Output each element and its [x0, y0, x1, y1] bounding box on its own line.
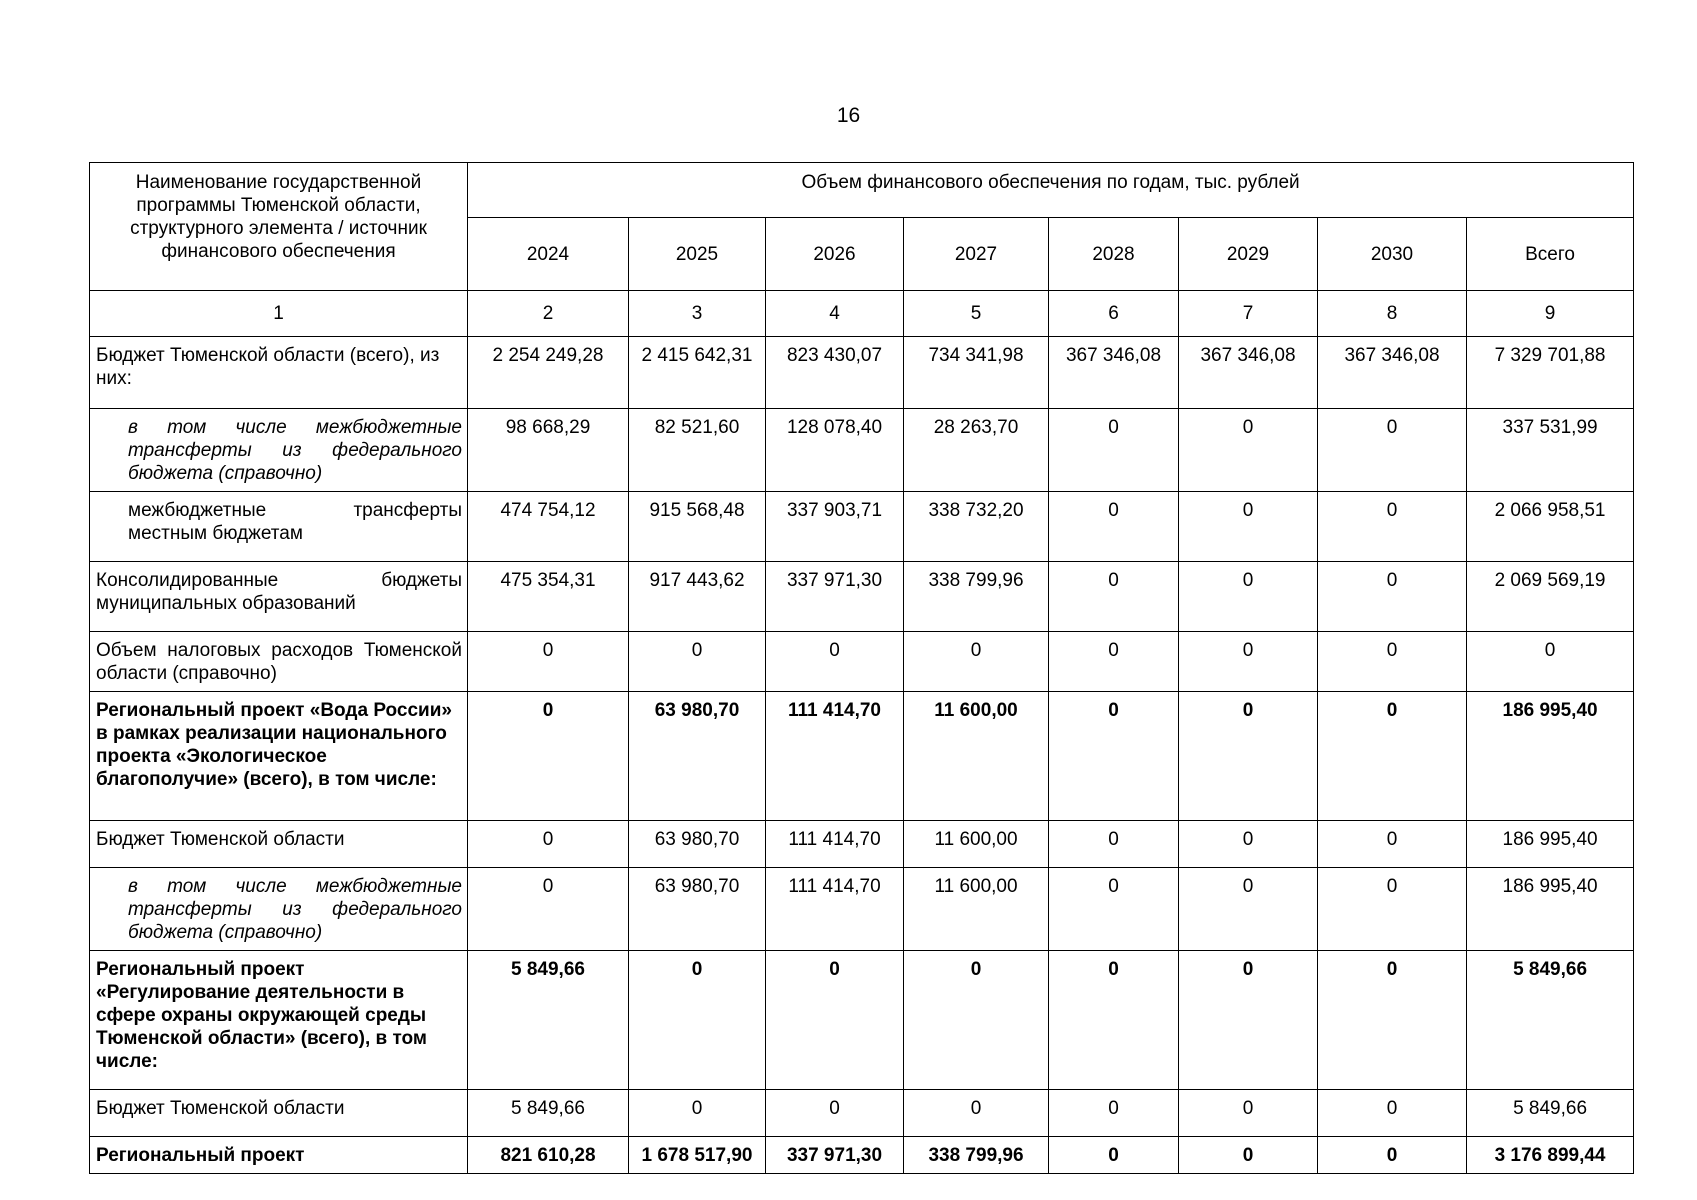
- cell-value: 475 354,31: [468, 562, 629, 632]
- column-number: 4: [766, 291, 904, 337]
- cell-value: 0: [1049, 562, 1179, 632]
- cell-value: 5 849,66: [468, 1090, 629, 1137]
- cell-value: 3 176 899,44: [1467, 1137, 1634, 1174]
- table-row: [90, 692, 1634, 821]
- cell-value: 63 980,70: [629, 821, 766, 868]
- cell-value: 111 414,70: [766, 821, 904, 868]
- cell-value: 63 980,70: [629, 868, 766, 951]
- row-label: в том числе межбюджетные трансферты из федерального бюджета (справочно): [90, 409, 468, 492]
- cell-value: 0: [1318, 868, 1467, 951]
- row-label: Региональный проект «Вода России» в рамках реализации национального проекта «Экологическое благополучие» (всего), в том числе:: [90, 692, 468, 821]
- row-label: Бюджет Тюменской области (всего), из них:: [90, 337, 468, 409]
- cell-value: 2 254 249,28: [468, 337, 629, 409]
- cell-value: 128 078,40: [766, 409, 904, 492]
- cell-value: 338 732,20: [904, 492, 1049, 562]
- cell-value: 0: [1049, 492, 1179, 562]
- cell-value: 337 903,71: [766, 492, 904, 562]
- row-label: Объем налоговых расходов Тюменской области (справочно): [90, 632, 468, 692]
- cell-value: 0: [1179, 409, 1318, 492]
- cell-value: 0: [766, 951, 904, 1090]
- cell-value: 0: [468, 632, 629, 692]
- cell-value: 0: [1318, 692, 1467, 821]
- header-year-2025: 2025: [629, 218, 766, 291]
- cell-value: 0: [468, 821, 629, 868]
- cell-value: 82 521,60: [629, 409, 766, 492]
- row-label: в том числе межбюджетные трансферты из федерального бюджета (справочно): [90, 868, 468, 951]
- cell-value: 0: [1049, 409, 1179, 492]
- cell-value: 98 668,29: [468, 409, 629, 492]
- cell-value: 5 849,66: [1467, 1090, 1634, 1137]
- cell-value: 0: [1179, 692, 1318, 821]
- cell-value: 0: [766, 632, 904, 692]
- cell-value: 0: [1318, 821, 1467, 868]
- cell-value: 0: [1049, 632, 1179, 692]
- cell-value: 0: [1318, 951, 1467, 1090]
- cell-value: 0: [468, 868, 629, 951]
- table-row: [90, 632, 1634, 692]
- cell-value: 0: [1179, 562, 1318, 632]
- row-label: Бюджет Тюменской области: [90, 821, 468, 868]
- cell-value: 0: [629, 1090, 766, 1137]
- cell-value: 186 995,40: [1467, 821, 1634, 868]
- table-row: [90, 951, 1634, 1090]
- cell-value: 0: [468, 692, 629, 821]
- header-name-column: Наименование государственной программы Тюменской области, структурного элемента / источник финансового обеспечения: [90, 163, 468, 291]
- table-row: [90, 492, 1634, 562]
- column-number: 1: [90, 291, 468, 337]
- row-label: Региональный проект: [90, 1137, 468, 1174]
- column-number: 5: [904, 291, 1049, 337]
- cell-value: 0: [1179, 1137, 1318, 1174]
- cell-value: 917 443,62: [629, 562, 766, 632]
- cell-value: 0: [904, 632, 1049, 692]
- cell-value: 337 971,30: [766, 562, 904, 632]
- cell-value: 0: [1179, 632, 1318, 692]
- cell-value: 0: [1049, 692, 1179, 821]
- column-number: 2: [468, 291, 629, 337]
- table-row: [90, 337, 1634, 409]
- table-row: [90, 1137, 1634, 1174]
- table-row: [90, 1090, 1634, 1137]
- header-year-2026: 2026: [766, 218, 904, 291]
- cell-value: 2 069 569,19: [1467, 562, 1634, 632]
- row-label: Консолидированные бюджеты муниципальных образований: [90, 562, 468, 632]
- row-label: межбюджетные трансферты местным бюджетам: [90, 492, 468, 562]
- cell-value: 915 568,48: [629, 492, 766, 562]
- cell-value: 0: [1179, 951, 1318, 1090]
- cell-value: 0: [1049, 868, 1179, 951]
- row-label: Региональный проект «Регулирование деятельности в сфере охраны окружающей среды Тюменской области» (всего), в том числе:: [90, 951, 468, 1090]
- header-year-2030: 2030: [1318, 218, 1467, 291]
- cell-value: 474 754,12: [468, 492, 629, 562]
- cell-value: 11 600,00: [904, 692, 1049, 821]
- cell-value: 63 980,70: [629, 692, 766, 821]
- row-label: Бюджет Тюменской области: [90, 1090, 468, 1137]
- header-total: Всего: [1467, 218, 1634, 291]
- cell-value: 367 346,08: [1179, 337, 1318, 409]
- cell-value: 0: [1179, 821, 1318, 868]
- cell-value: 0: [1049, 1137, 1179, 1174]
- cell-value: 0: [904, 1090, 1049, 1137]
- cell-value: 338 799,96: [904, 562, 1049, 632]
- table-row: [90, 821, 1634, 868]
- header-volume-title: Объем финансового обеспечения по годам, тыс. рублей: [468, 163, 1634, 218]
- cell-value: 28 263,70: [904, 409, 1049, 492]
- cell-value: 0: [1049, 951, 1179, 1090]
- cell-value: 0: [1318, 1090, 1467, 1137]
- cell-value: 11 600,00: [904, 868, 1049, 951]
- cell-value: 0: [1179, 1090, 1318, 1137]
- cell-value: 734 341,98: [904, 337, 1049, 409]
- column-number: 9: [1467, 291, 1634, 337]
- cell-value: 0: [629, 951, 766, 1090]
- cell-value: 186 995,40: [1467, 692, 1634, 821]
- cell-value: 186 995,40: [1467, 868, 1634, 951]
- header-year-2028: 2028: [1049, 218, 1179, 291]
- cell-value: 2 066 958,51: [1467, 492, 1634, 562]
- cell-value: 0: [629, 632, 766, 692]
- cell-value: 0: [1318, 632, 1467, 692]
- cell-value: 367 346,08: [1318, 337, 1467, 409]
- cell-value: 7 329 701,88: [1467, 337, 1634, 409]
- column-numbers-row: [90, 291, 1634, 337]
- header-year-2024: 2024: [468, 218, 629, 291]
- cell-value: 337 971,30: [766, 1137, 904, 1174]
- cell-value: 0: [766, 1090, 904, 1137]
- column-number: 6: [1049, 291, 1179, 337]
- cell-value: 0: [1318, 1137, 1467, 1174]
- column-number: 7: [1179, 291, 1318, 337]
- financing-table: [89, 162, 1634, 1174]
- cell-value: 337 531,99: [1467, 409, 1634, 492]
- header-year-2029: 2029: [1179, 218, 1318, 291]
- cell-value: 1 678 517,90: [629, 1137, 766, 1174]
- page-number: 16: [836, 104, 861, 127]
- table-row: [90, 868, 1634, 951]
- column-number: 3: [629, 291, 766, 337]
- cell-value: 0: [1049, 1090, 1179, 1137]
- cell-value: 367 346,08: [1049, 337, 1179, 409]
- cell-value: 0: [904, 951, 1049, 1090]
- column-number: 8: [1318, 291, 1467, 337]
- cell-value: 111 414,70: [766, 868, 904, 951]
- cell-value: 11 600,00: [904, 821, 1049, 868]
- table-row: [90, 562, 1634, 632]
- cell-value: 0: [1467, 632, 1634, 692]
- cell-value: 5 849,66: [1467, 951, 1634, 1090]
- cell-value: 0: [1318, 562, 1467, 632]
- cell-value: 821 610,28: [468, 1137, 629, 1174]
- cell-value: 338 799,96: [904, 1137, 1049, 1174]
- cell-value: 823 430,07: [766, 337, 904, 409]
- cell-value: 5 849,66: [468, 951, 629, 1090]
- table-row: [90, 409, 1634, 492]
- cell-value: 2 415 642,31: [629, 337, 766, 409]
- cell-value: 0: [1179, 868, 1318, 951]
- cell-value: 0: [1179, 492, 1318, 562]
- cell-value: 0: [1318, 409, 1467, 492]
- cell-value: 0: [1318, 492, 1467, 562]
- cell-value: 0: [1049, 821, 1179, 868]
- header-year-2027: 2027: [904, 218, 1049, 291]
- cell-value: 111 414,70: [766, 692, 904, 821]
